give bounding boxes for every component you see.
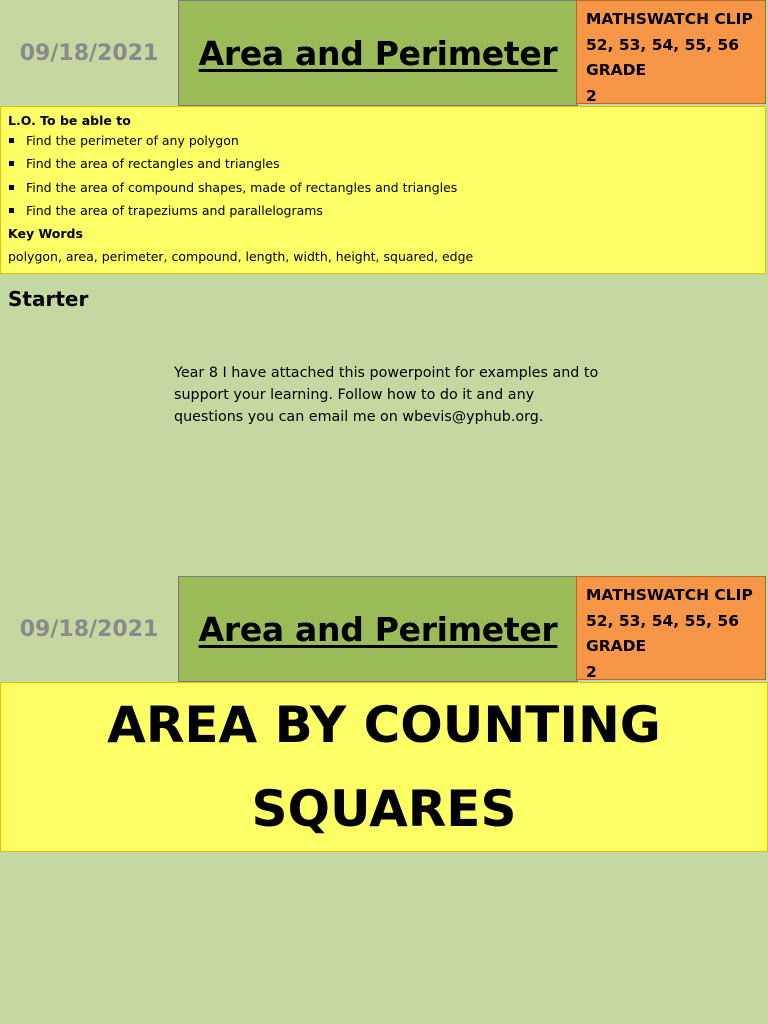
note-line: support your learning. Follow how to do it and any (174, 387, 535, 403)
section-heading-box (0, 682, 768, 852)
clip-numbers: 52, 53, 54, 55, 56 (586, 611, 739, 630)
clip-label: MATHSWATCH CLIP (586, 10, 753, 28)
lo-heading: L.O. To be able to (8, 113, 131, 128)
grade-label: GRADE (586, 61, 647, 79)
mathswatch-box (576, 576, 766, 680)
teacher-note (174, 362, 644, 428)
lesson-title: Area and Perimeter (198, 609, 558, 649)
title-banner (178, 0, 578, 106)
lesson-title: Area and Perimeter (198, 33, 558, 73)
grade-value: 2 (586, 662, 597, 681)
clip-numbers: 52, 53, 54, 55, 56 (586, 35, 739, 54)
clip-label: MATHSWATCH CLIP (586, 586, 753, 604)
mathswatch-box (576, 0, 766, 104)
objective-item: Find the area of compound shapes, made of rectangles and triangles (8, 176, 758, 199)
lesson-date: 09/18/2021 (19, 40, 159, 66)
objective-item: Find the area of rectangles and triangles (8, 152, 758, 175)
section-heading (107, 683, 661, 851)
title-banner (178, 576, 578, 682)
section-heading-line: AREA BY COUNTING (107, 696, 661, 754)
keywords-heading: Key Words (8, 226, 83, 242)
lesson-date: 09/18/2021 (19, 616, 159, 642)
section-heading-line: SQUARES (251, 780, 517, 838)
grade-label: GRADE (586, 637, 647, 655)
starter-heading: Starter (8, 287, 89, 311)
note-line: Year 8 I have attached this powerpoint for examples and to (174, 365, 599, 381)
objective-item: Find the perimeter of any polygon (8, 129, 758, 152)
learning-objectives-box (0, 106, 766, 274)
note-line: questions you can email me on wbevis@yphub.org. (174, 409, 544, 425)
objective-item: Find the area of trapeziums and parallelograms (8, 199, 758, 222)
slide-2 (0, 576, 768, 1024)
objectives-list (8, 129, 758, 222)
keywords-list: polygon, area, perimeter, compound, length, width, height, squared, edge (8, 249, 474, 265)
grade-value: 2 (586, 86, 597, 105)
